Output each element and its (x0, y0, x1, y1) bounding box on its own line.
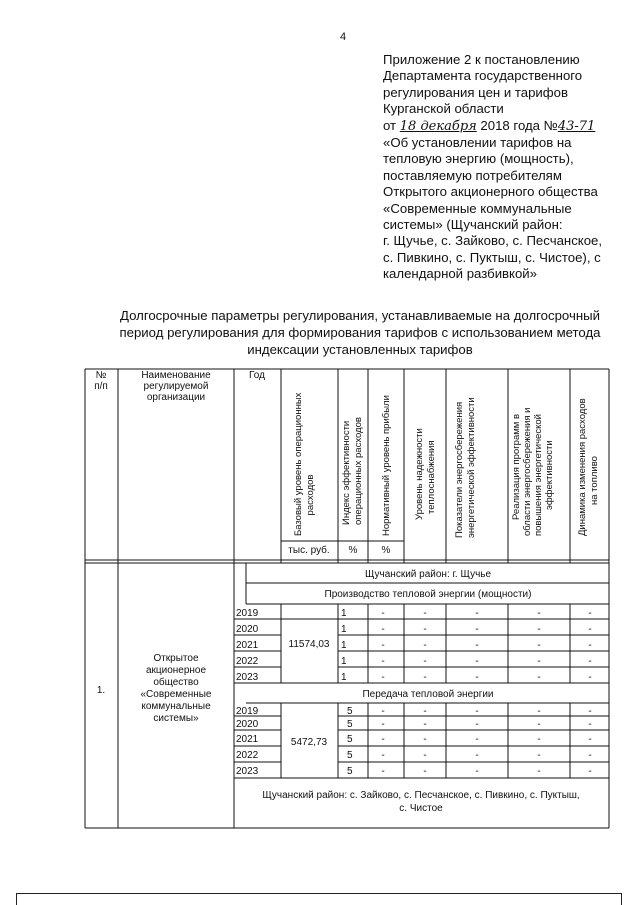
header-program: эффективности (544, 440, 555, 510)
transfer-reliability: - (423, 706, 427, 717)
header-energy: Показатели энергосбережения (454, 401, 465, 538)
header-reliability: теплоснабжения (426, 440, 437, 514)
production-reliability: - (423, 656, 427, 667)
production-index: 1 (341, 656, 347, 667)
header-year: Год (249, 370, 265, 381)
transfer-energy: - (475, 719, 479, 730)
district-2: с. Чистое (399, 803, 443, 814)
production-index: 1 (341, 672, 347, 683)
transfer-fuel: - (588, 706, 592, 717)
appendix-line: Департамента государственного (383, 68, 583, 84)
transfer-energy: - (475, 766, 479, 777)
production-year: 2021 (236, 640, 259, 651)
transfer-energy: - (475, 734, 479, 745)
header-reliability: Уровень надежности (414, 428, 425, 520)
production-energy: - (475, 672, 479, 683)
org-name: Открытое (153, 653, 199, 664)
transfer-base-value: 5472,73 (290, 737, 328, 748)
header-base: Базовый уровень операционных (293, 392, 304, 536)
transfer-reliability: - (423, 734, 427, 745)
page-left-border (16, 893, 17, 905)
transfer-program: - (537, 734, 541, 745)
header-energy: энергетической эффективности (466, 397, 477, 538)
transfer-profit: - (381, 750, 385, 761)
production-profit: - (381, 624, 385, 635)
production-base-value: 11574,03 (288, 639, 330, 650)
production-fuel: - (588, 608, 592, 619)
header-num: № (95, 370, 107, 381)
header-base: расходов (305, 474, 316, 516)
transfer-profit: - (381, 766, 385, 777)
appendix-line: Открытого акционерного общества (383, 184, 598, 200)
unit-base: тыс. руб. (288, 545, 330, 556)
production-profit: - (381, 608, 385, 619)
transfer-fuel: - (588, 719, 592, 730)
production-reliability: - (423, 672, 427, 683)
transfer-index: 5 (347, 766, 353, 777)
transfer-program: - (537, 706, 541, 717)
production-fuel: - (588, 656, 592, 667)
title-line: индексации установленных тарифов (247, 342, 473, 357)
district-2: Щучанский район: с. Зайково, с. Песчанское, с. Пивкино, с. Пуктыш, (262, 790, 580, 801)
org-name: системы» (153, 713, 199, 724)
transfer-index: 5 (347, 719, 353, 730)
production-program: - (537, 624, 541, 635)
header-program: области энергосбережения и (522, 407, 533, 536)
transfer-program: - (537, 750, 541, 761)
header-program: повышения энергетической (533, 414, 544, 536)
date-middle: 2018 года № (480, 117, 558, 133)
transfer-fuel: - (588, 766, 592, 777)
handwritten-number: 43-71 (557, 118, 596, 134)
transfer-year: 2019 (236, 706, 259, 717)
transfer-reliability: - (423, 750, 427, 761)
transfer-profit: - (381, 734, 385, 745)
production-fuel: - (588, 672, 592, 683)
date-prefix: от (383, 117, 397, 133)
production-year: 2020 (236, 624, 259, 635)
appendix-line: «Современные коммунальные (383, 200, 572, 216)
header-org: организации (146, 392, 206, 403)
transfer-year: 2021 (236, 734, 259, 745)
page-right-border (621, 893, 622, 905)
org-name: «Современные (140, 689, 212, 700)
transfer-year: 2020 (236, 719, 259, 730)
unit-index: % (348, 545, 358, 556)
appendix-line: системы» (Щучанский район: (383, 217, 563, 233)
transfer-program: - (537, 766, 541, 777)
org-name: коммунальные (141, 701, 211, 712)
section-production: Производство тепловой энергии (мощности) (324, 589, 532, 600)
production-program: - (537, 656, 541, 667)
page-bottom-border (16, 893, 622, 894)
district-1: Щучанский район: г. Щучье (364, 569, 492, 580)
appendix-line: Приложение 2 к постановлению (383, 52, 580, 67)
production-energy: - (475, 656, 479, 667)
production-program: - (537, 608, 541, 619)
transfer-reliability: - (423, 719, 427, 730)
production-fuel: - (588, 624, 592, 635)
transfer-year: 2022 (236, 750, 259, 761)
production-profit: - (381, 672, 385, 683)
production-index: 1 (341, 640, 347, 651)
production-profit: - (381, 640, 385, 651)
page-number: 4 (340, 31, 347, 43)
transfer-index: 5 (347, 734, 353, 745)
production-energy: - (475, 640, 479, 651)
transfer-index: 5 (347, 706, 353, 717)
production-year: 2023 (236, 672, 259, 683)
production-reliability: - (423, 608, 427, 619)
production-profit: - (381, 656, 385, 667)
header-num: п/п (94, 381, 108, 392)
appendix-line: с. Пивкино, с. Пуктыш, с. Чистое), с (383, 249, 601, 265)
production-fuel: - (588, 640, 592, 651)
org-name: общество (153, 677, 199, 688)
production-year: 2022 (236, 656, 259, 667)
appendix-line: тепловую энергию (мощность), (383, 151, 574, 167)
title-line: Долгосрочные параметры регулирования, устанавливаемые на долгосрочный (120, 308, 600, 323)
transfer-profit: - (381, 719, 385, 730)
production-year: 2019 (236, 608, 259, 619)
transfer-reliability: - (423, 766, 427, 777)
header-index: Индекс эффективности (341, 420, 352, 525)
appendix-line: Курганской области (383, 101, 504, 117)
header-profit: Нормативный уровень прибыли (381, 395, 392, 536)
title-line: период регулирования для формирования тарифов с использованием метода (119, 325, 601, 340)
production-reliability: - (423, 624, 427, 635)
production-index: 1 (341, 608, 347, 619)
transfer-fuel: - (588, 734, 592, 745)
org-name: акционерное (145, 665, 207, 676)
unit-profit: % (381, 545, 391, 556)
transfer-index: 5 (347, 750, 353, 761)
appendix-line: г. Щучье, с. Зайково, с. Песчанское, (383, 233, 603, 249)
production-energy: - (475, 608, 479, 619)
transfer-profit: - (381, 706, 385, 717)
production-index: 1 (341, 624, 347, 635)
transfer-year: 2023 (236, 766, 259, 777)
header-index: операционных расходов (353, 417, 364, 525)
transfer-program: - (537, 719, 541, 730)
handwritten-date: 18 декабря (399, 118, 477, 134)
appendix-line: календарной разбивкой» (383, 266, 538, 282)
header-program: Реализация программ в (511, 414, 522, 520)
header-org: Наименование (141, 370, 211, 381)
production-reliability: - (423, 640, 427, 651)
production-energy: - (475, 624, 479, 635)
appendix-line: регулирования цен и тарифов (383, 84, 568, 100)
production-program: - (537, 640, 541, 651)
appendix-line: «Об установлении тарифов на (383, 135, 572, 151)
transfer-energy: - (475, 706, 479, 717)
header-org: регулируемой (143, 381, 209, 392)
transfer-fuel: - (588, 750, 592, 761)
row-number: 1. (96, 685, 106, 696)
header-fuel: на топливо (589, 456, 600, 505)
header-fuel: Динамика изменения расходов (577, 398, 588, 536)
section-transfer: Передача тепловой энергии (362, 689, 494, 700)
production-program: - (537, 672, 541, 683)
transfer-energy: - (475, 750, 479, 761)
appendix-line: поставляемую потребителям (383, 167, 562, 183)
